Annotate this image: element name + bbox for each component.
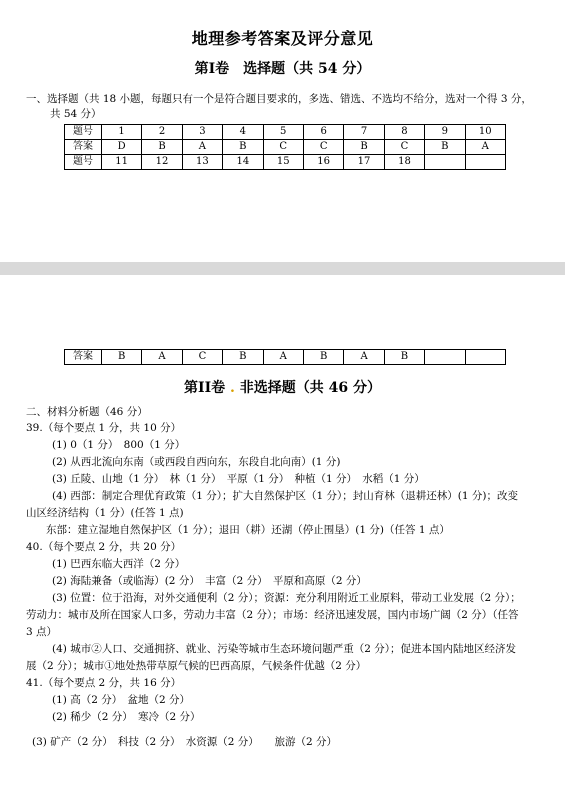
table-cell: 10: [465, 125, 505, 140]
table-cell: [465, 155, 505, 170]
table-cell: [425, 155, 465, 170]
table-cell: 8: [384, 125, 424, 140]
table-cell: 6: [303, 125, 343, 140]
table-cell: 5: [263, 125, 303, 140]
table-cell: C: [384, 140, 424, 155]
row-label-answers: 答案: [65, 140, 102, 155]
section-heading: 二、材料分析题（46 分）: [26, 406, 148, 418]
answer-line: (1) 高（2 分） 盆地（2 分）: [52, 694, 190, 706]
table-cell: 11: [101, 155, 141, 170]
part2-heading-label: 第II卷: [184, 380, 226, 396]
table-row-answers-1: [65, 140, 506, 155]
answer-line: 山区经济结构（1 分）(任答 1 点): [26, 507, 184, 519]
answer-line: (2) 海陆兼备（或临海）(2 分） 丰富（2 分） 平原和高原（2 分）: [52, 575, 367, 587]
page-separator: [0, 262, 565, 275]
answer-line: (4) 城市②人口、交通拥挤、就业、污染等城市生态环境问题严重（2 分）；促进本国内陆地区经济发: [52, 643, 516, 655]
answer-table-2: [64, 349, 506, 365]
question-heading: 41.（每个要点 2 分，共 16 分）: [26, 677, 182, 689]
table-row-numbers-2: [65, 155, 506, 170]
table-cell: A: [182, 140, 222, 155]
answer-line: (1) 巴西东临大西洋（2 分）: [52, 558, 186, 570]
table-row-answers-2: [65, 350, 506, 365]
table-cell: [425, 350, 465, 365]
part1-intro-line1: 一、选择题（共 18 小题，每题只有一个是符合题目要求的，多选、错选、不选均不给分，选对一个得 3 分，: [26, 93, 532, 105]
table-cell: 13: [182, 155, 222, 170]
answer-line: (3) 矿产（2 分） 科技（2 分） 水资源（2 分） 旅游（2 分）: [32, 736, 338, 748]
part1-intro-line2: 共 54 分）: [50, 108, 102, 120]
table-cell: C: [182, 350, 222, 365]
answer-line: (1) 0（1 分） 800（1 分）: [52, 439, 186, 451]
table-cell: B: [223, 350, 263, 365]
table-cell: 1: [101, 125, 141, 140]
table-cell: 4: [223, 125, 263, 140]
page-1: [0, 0, 565, 262]
row-label-numbers: 题号: [65, 125, 102, 140]
answer-line: (3) 位置：位于沿海，对外交通便利（2 分）；资源：充分利用附近工业原料，带动工业发展（2 分）；: [52, 592, 521, 604]
table-cell: 18: [384, 155, 424, 170]
table-cell: 2: [142, 125, 182, 140]
row-label-answers: 答案: [65, 350, 102, 365]
table-cell: C: [263, 140, 303, 155]
table-cell: A: [344, 350, 384, 365]
question-heading: 39.（每个要点 1 分，共 10 分）: [26, 422, 182, 434]
table-cell: B: [223, 140, 263, 155]
table-cell: 7: [344, 125, 384, 140]
heading-dot-mark: .: [230, 380, 235, 396]
question-heading: 40.（每个要点 2 分，共 20 分）: [26, 541, 182, 553]
table-cell: A: [263, 350, 303, 365]
part1-heading: 第I卷 选择题（共 54 分）: [194, 61, 371, 77]
row-label-numbers: 题号: [65, 155, 102, 170]
part2-heading: [0, 377, 565, 397]
answer-line: (4) 西部：制定合理优育政策（1 分）；扩大自然保护区（1 分）；封山育林（退耕还林）(1 分)；改变: [52, 490, 518, 502]
page-2: [0, 275, 565, 791]
table-cell: 16: [303, 155, 343, 170]
table-row-numbers-1: [65, 125, 506, 140]
table-cell: A: [142, 350, 182, 365]
answer-line: 展（2 分）；城市①地处热带草原气候的巴西高原，气候条件优越（2 分）: [26, 660, 367, 672]
table-cell: [465, 350, 505, 365]
table-cell: 15: [263, 155, 303, 170]
table-cell: 3: [182, 125, 222, 140]
table-cell: B: [384, 350, 424, 365]
answer-line: (2) 稀少（2 分） 寒冷（2 分）: [52, 711, 201, 723]
table-cell: B: [425, 140, 465, 155]
answer-table-1: [64, 124, 506, 170]
table-cell: B: [344, 140, 384, 155]
table-cell: D: [101, 140, 141, 155]
table-cell: 17: [344, 155, 384, 170]
part2-heading-title: 非选择题（共 46 分）: [239, 380, 381, 396]
table-cell: C: [303, 140, 343, 155]
table-cell: 14: [223, 155, 263, 170]
answer-line: (2) 从西北流向东南（或西段自西向东，东段自北向南）(1 分): [52, 456, 341, 468]
table-cell: A: [465, 140, 505, 155]
table-cell: 12: [142, 155, 182, 170]
table-cell: B: [142, 140, 182, 155]
table-cell: B: [303, 350, 343, 365]
answer-line: (3) 丘陵、山地（1 分） 林（1 分） 平原（1 分） 种植（1 分） 水稻（1 分）: [52, 473, 425, 485]
answer-line: 东部：建立湿地自然保护区（1 分）；退田（耕）还湖（停止围垦）(1 分)（任答 1 点）: [46, 524, 450, 536]
document-title: 地理参考答案及评分意见: [191, 29, 374, 48]
table-cell: B: [101, 350, 141, 365]
table-cell: 9: [425, 125, 465, 140]
answer-line: 劳动力：城市及所在国家人口多，劳动力丰富（2 分）；市场：经济迅速发展，国内市场广阔（2 分）（任答: [26, 609, 519, 621]
answer-line: 3 点）: [26, 626, 58, 638]
